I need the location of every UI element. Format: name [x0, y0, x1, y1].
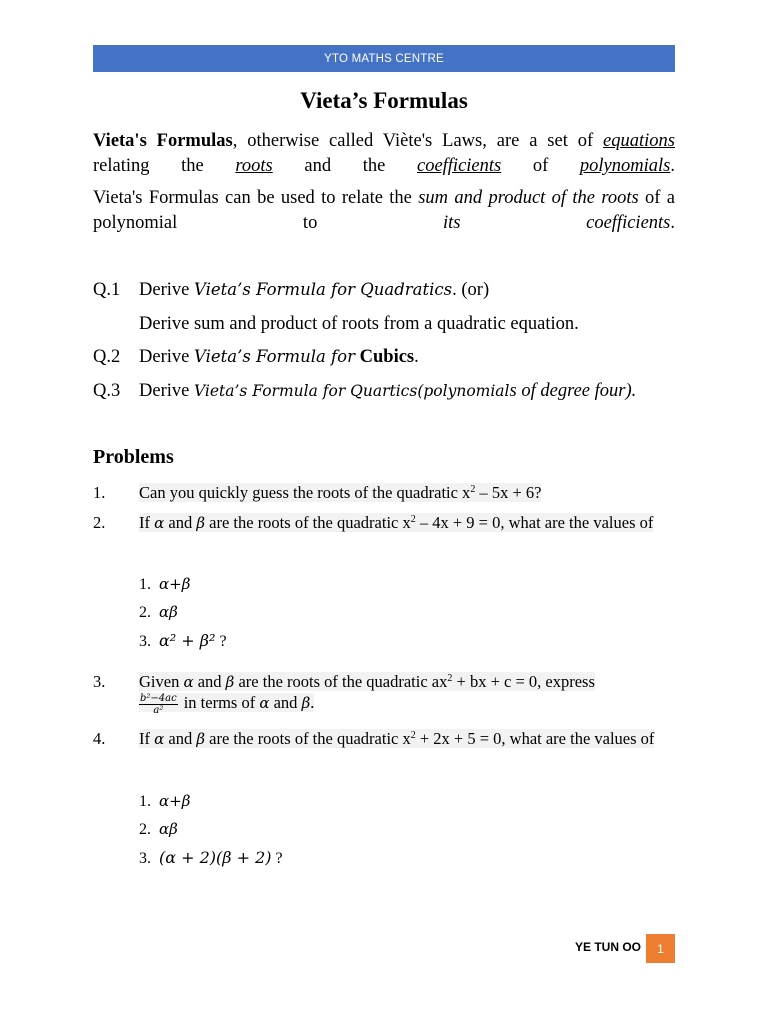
problem-text-part: are the roots of the quadratic x [205, 729, 411, 748]
problem-text [139, 729, 654, 748]
equations-link[interactable]: equations [603, 131, 675, 151]
question-number: Q.3 [93, 381, 121, 401]
question-1-alt: Derive sum and product of roots from a quadratic equation. [139, 314, 579, 334]
beta-symbol: β [301, 694, 311, 712]
problem-text-part: – 5x + 6? [475, 483, 542, 502]
alpha-symbol: α [154, 514, 165, 532]
problem-text-part: and [164, 729, 197, 748]
exponent: 2 [410, 730, 416, 741]
exponent: 2 [447, 673, 453, 684]
item-expression: (α + 2)(β + 2) [159, 848, 272, 867]
intro-text: and the [272, 156, 417, 176]
problem-number: 1. [93, 483, 106, 502]
question-topic: Vieta’s Formula for Quartics(polynomial [193, 382, 510, 400]
item-expression: αβ [159, 603, 178, 621]
question-topic: Vieta’s Formula for [193, 347, 355, 366]
problem-2-item-1 [139, 575, 190, 594]
question-number: Q.1 [93, 280, 121, 300]
question-3 [93, 381, 636, 402]
item-expression: α² + β² [159, 631, 216, 650]
question-verb: Derive [139, 381, 190, 401]
problem-4-item-2 [139, 820, 178, 839]
question-topic: Vieta’s Formula for Quadratics [193, 280, 453, 299]
fraction-denominator: a² [153, 704, 164, 716]
intro-text: . [670, 156, 675, 176]
polynomials-link[interactable]: polynomials [579, 156, 671, 176]
problem-2-item-2 [139, 603, 178, 622]
question-tail: . [414, 347, 419, 367]
intro-paragraph [93, 129, 675, 179]
item-tail: ? [271, 850, 283, 867]
roots-link[interactable]: roots [235, 156, 273, 176]
sum-product-phrase: sum and product of the roots [418, 188, 639, 208]
item-expression: α+β [159, 575, 191, 593]
problem-text-part: Given [139, 672, 184, 691]
alpha-symbol: α [183, 673, 194, 691]
fraction-numerator: b²−4ac [140, 692, 177, 704]
problem-4-item-3 [139, 848, 283, 868]
problem-text-part: in terms of [183, 693, 260, 712]
item-number: 1. [139, 793, 151, 810]
page-number: 1 [657, 941, 664, 956]
beta-symbol: β [225, 673, 235, 691]
alpha-symbol: α [259, 694, 270, 712]
problem-3-line-2 [139, 692, 675, 716]
header-title: YTO MATHS CENTRE [324, 52, 444, 65]
page-title: Vieta’s Formulas [300, 88, 468, 113]
intro-text: relating the [93, 156, 236, 176]
item-number: 2. [139, 821, 151, 838]
beta-symbol: β [196, 730, 206, 748]
problem-text-part: + 2x + 5 = 0, what are the values of [415, 729, 655, 748]
item-number: 1. [139, 576, 151, 593]
problem-text [139, 692, 315, 716]
item-expression: αβ [159, 820, 178, 838]
item-expression: α+β [159, 792, 191, 810]
problem-4-item-1 [139, 792, 190, 811]
problem-text-part: are the roots of the quadratic ax [234, 672, 448, 691]
question-2 [93, 347, 419, 368]
footer-author: YE TUN OO [575, 940, 642, 954]
problem-text-part: Can you quickly guess the roots of the quadratic x [139, 483, 471, 502]
problem-text [139, 513, 653, 532]
page-number-badge [646, 934, 675, 963]
problem-text [139, 672, 595, 691]
problem-text-part: + bx + c = 0, express [452, 672, 595, 691]
item-tail: ? [215, 633, 227, 650]
intro-paragraph-2 [93, 186, 675, 236]
problem-text [139, 483, 541, 502]
problem-text-part: and [269, 693, 302, 712]
fraction [139, 693, 178, 716]
intro-term: Vieta's Formulas [93, 131, 233, 151]
intro-text: of [501, 156, 580, 176]
problem-number: 2. [93, 513, 106, 532]
header-bar [93, 45, 675, 72]
question-1 [93, 280, 489, 301]
its-coefficients-phrase: its coefficients [442, 213, 671, 233]
item-number: 2. [139, 604, 151, 621]
problem-text-part: are the roots of the quadratic x [205, 513, 411, 532]
question-verb: Derive [139, 347, 190, 367]
question-topic-bold: Cubics [359, 347, 415, 367]
question-number: Q.2 [93, 347, 121, 367]
problem-text-part: – 4x + 9 = 0, what are the values of [415, 513, 654, 532]
alpha-symbol: α [154, 730, 165, 748]
question-verb: Derive [139, 280, 190, 300]
intro2-text: of a polynomial to [93, 188, 676, 233]
problem-text-part: If [139, 513, 155, 532]
problems-heading: Problems [93, 446, 174, 468]
exponent: 2 [470, 484, 476, 495]
item-number: 3. [139, 850, 151, 867]
intro2-text: Vieta's Formulas can be used to relate the [93, 188, 419, 208]
problem-number: 3. [93, 672, 106, 691]
question-tail: s of degree four). [509, 381, 637, 401]
question-tail: . (or) [452, 280, 490, 300]
item-number: 3. [139, 633, 151, 650]
problem-2-item-3 [139, 631, 227, 651]
intro2-text: . [670, 213, 675, 233]
coefficients-link[interactable]: coefficients [416, 156, 502, 176]
problem-text-part: If [139, 729, 155, 748]
problem-text-part: and [193, 672, 226, 691]
problem-number: 4. [93, 729, 106, 748]
intro-text: , otherwise called Viète's Laws, are a set of [232, 131, 604, 151]
beta-symbol: β [196, 514, 206, 532]
exponent: 2 [410, 514, 416, 525]
problem-text-part: . [310, 693, 315, 712]
problem-text-part: and [164, 513, 197, 532]
